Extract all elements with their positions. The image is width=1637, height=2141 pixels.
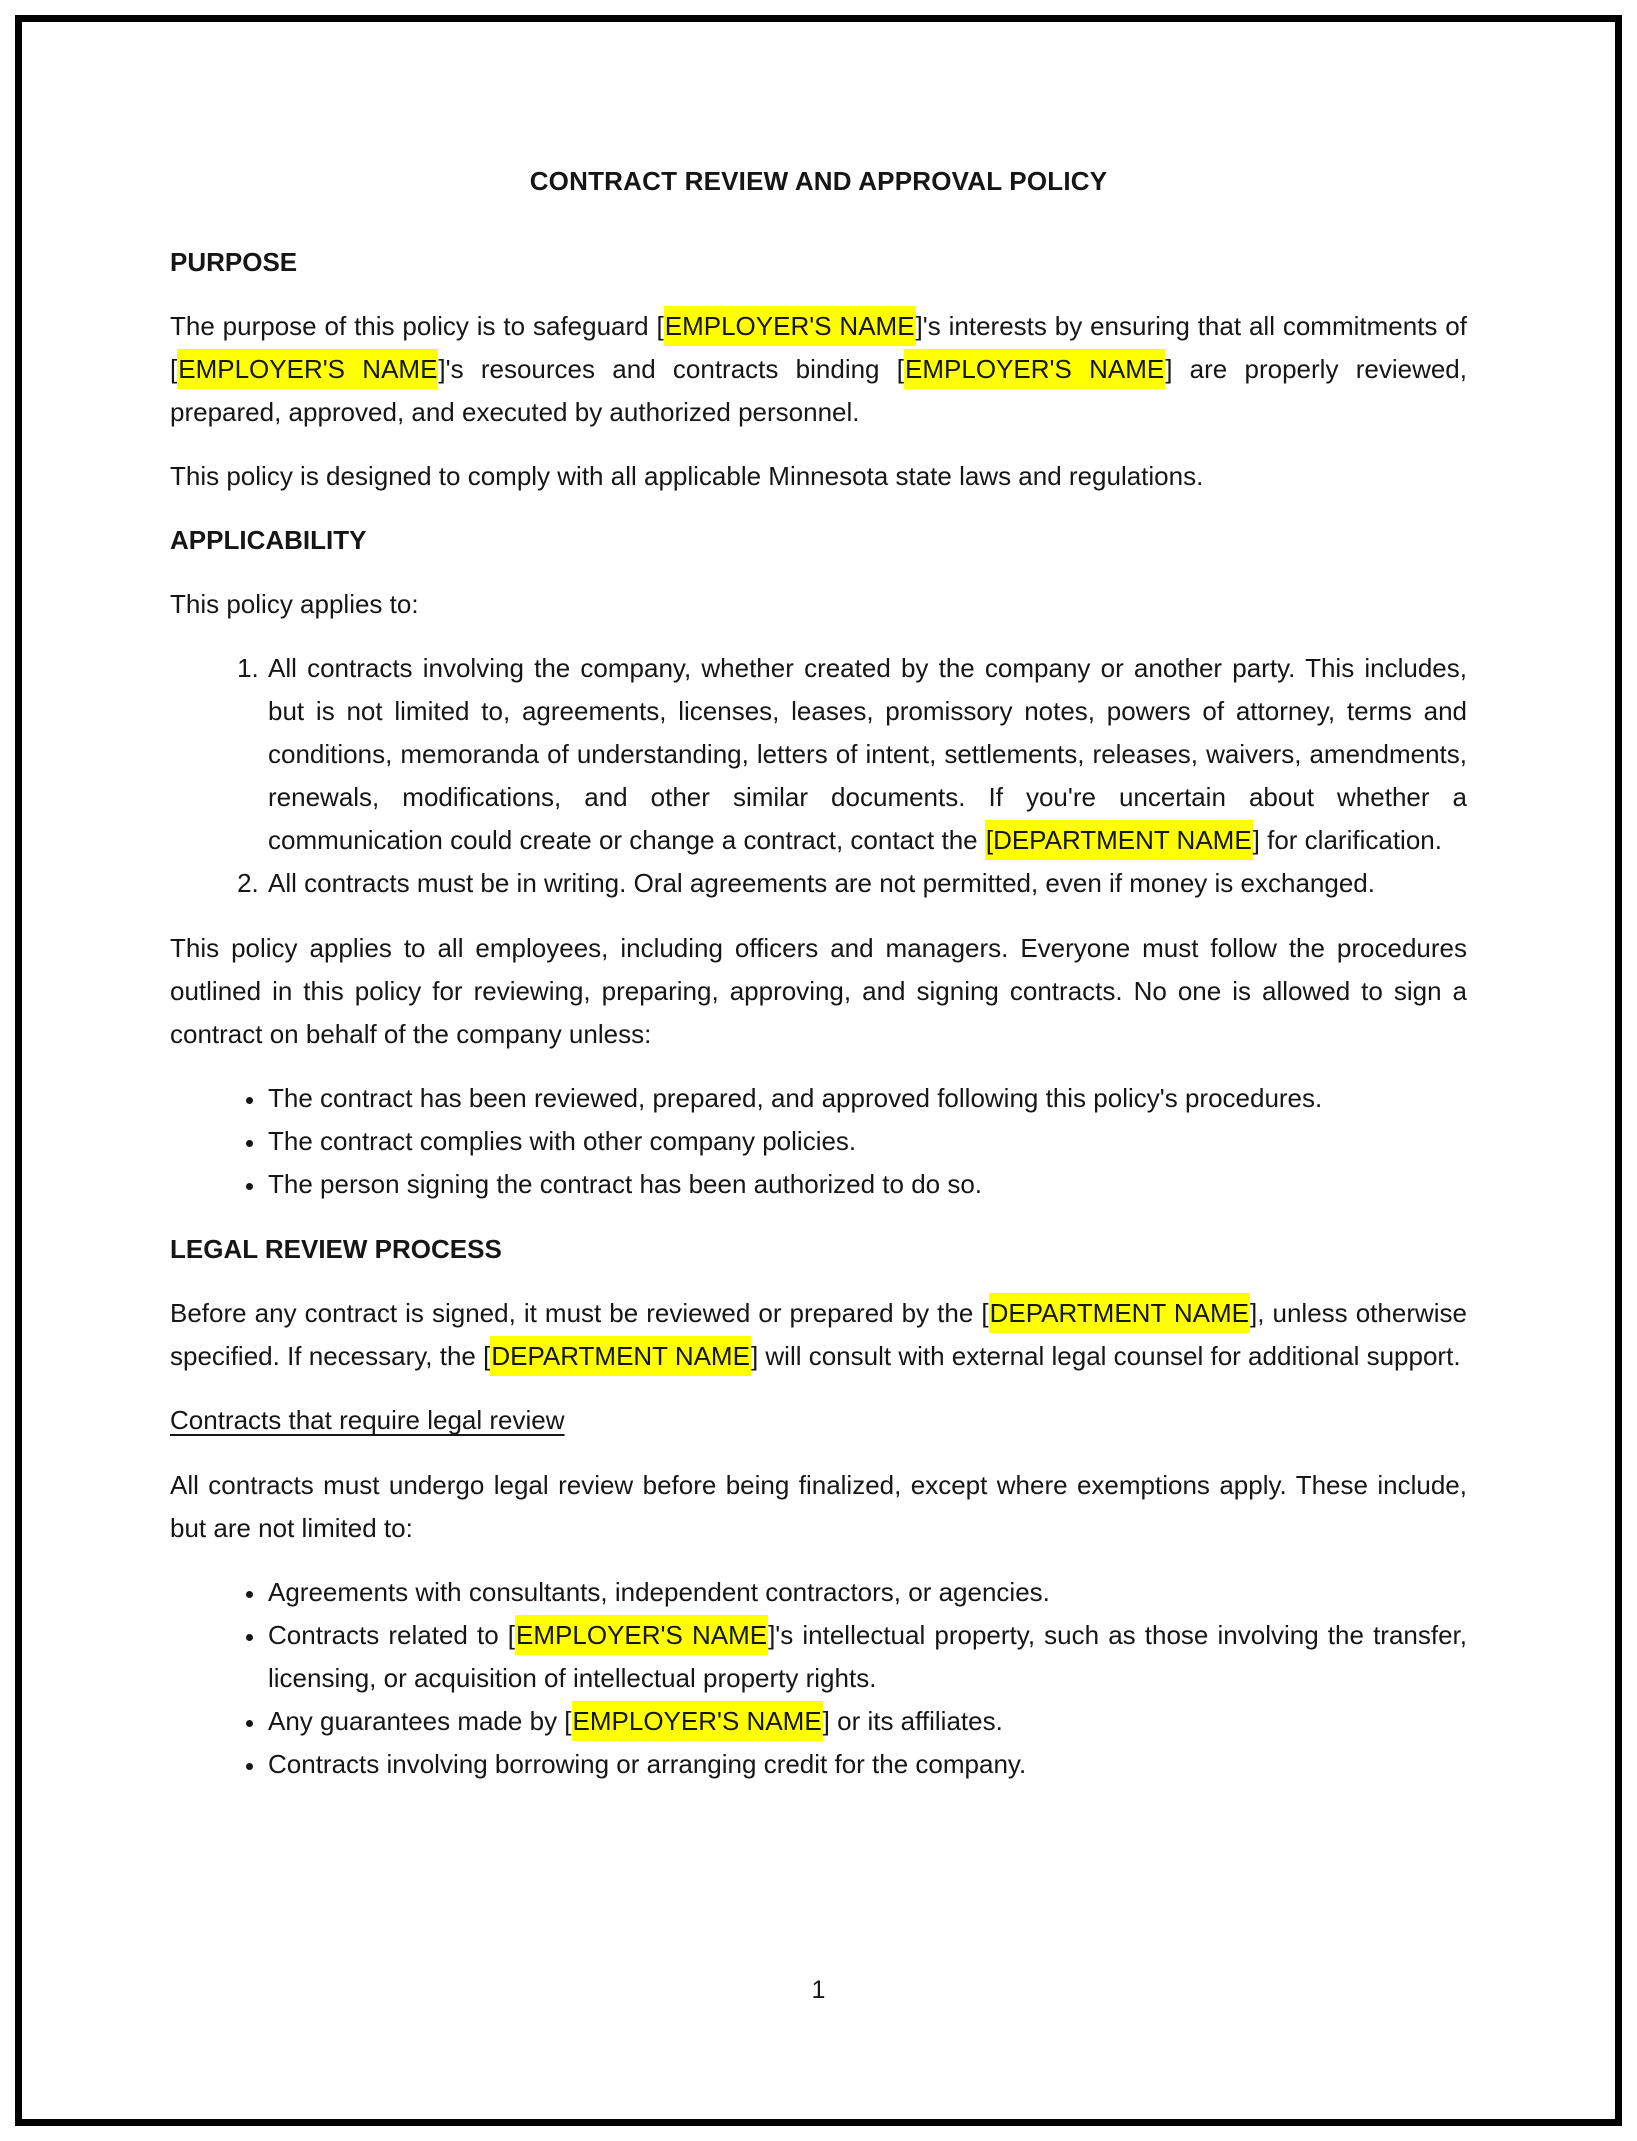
highlighted-placeholder: EMPLOYER'S NAME (664, 306, 916, 346)
purpose-paragraph-2: This policy is designed to comply with all applicable Minnesota state laws and regulations. (170, 461, 1204, 491)
text-segment: ]'s resources and contracts binding [ (438, 354, 905, 384)
applicability-intro: This policy applies to: (170, 589, 419, 619)
legal-review-paragraph-2: All contracts must undergo legal review before being finalized, except where exemptions apply. These include, but are not limited to: (170, 1470, 1467, 1543)
bullet-item (266, 1571, 1467, 1614)
purpose-paragraph-1 (170, 305, 1467, 434)
highlighted-placeholder: DEPARTMENT NAME (989, 1293, 1250, 1333)
highlighted-placeholder: EMPLOYER'S NAME (177, 349, 438, 389)
applicability-heading: APPLICABILITY (170, 525, 367, 555)
document-title: CONTRACT REVIEW AND APPROVAL POLICY (529, 166, 1108, 196)
bullet-item (266, 1700, 1467, 1743)
text-segment: All contracts must be in writing. Oral agreements are not permitted, even if money is exchanged. (268, 868, 1375, 898)
legal-review-heading: LEGAL REVIEW PROCESS (170, 1234, 502, 1264)
applicability-paragraph: This policy applies to all employees, including officers and managers. Everyone must follow the procedures outlined in this policy for reviewing, preparing, approving, and signing contracts. No one is allowed to sign a contract on behalf of the company unless: (170, 933, 1467, 1049)
text-segment: ]'s interests by ensuring that all commitments of [ (170, 311, 1467, 384)
text-segment: ] will consult with external legal counsel for additional support. (750, 1341, 1461, 1371)
text-segment: ] for clarification. (1252, 825, 1442, 855)
text-segment: ] are properly reviewed, prepared, approved, and executed by authorized personnel. (170, 354, 1467, 427)
text-segment: Contracts involving borrowing or arranging credit for the company. (268, 1749, 1027, 1779)
legal-review-paragraph-1 (170, 1292, 1467, 1378)
text-segment: Agreements with consultants, independent contractors, or agencies. (268, 1577, 1050, 1607)
text-segment: ] or its affiliates. (822, 1706, 1003, 1736)
bullet-item: • The person signing the contract has been authorized to do so. (266, 1163, 1467, 1206)
numbered-item (266, 647, 1467, 862)
highlighted-placeholder: EMPLOYER'S NAME (515, 1615, 768, 1655)
highlighted-placeholder: [DEPARTMENT NAME (985, 820, 1253, 860)
highlighted-placeholder: EMPLOYER'S NAME (904, 349, 1165, 389)
text-segment: ], unless otherwise specified. If necessary, the [ (170, 1298, 1467, 1371)
bullet-item (266, 1614, 1467, 1700)
numbered-item (266, 862, 1467, 905)
bullet-item (266, 1743, 1467, 1786)
text-segment: ]'s intellectual property, such as those involving the transfer, licensing, or acquisition of intellectual property rights. (268, 1620, 1467, 1693)
legal-review-subheading: Contracts that require legal review (170, 1405, 565, 1435)
text-segment: Any guarantees made by [ (268, 1706, 572, 1736)
signing-conditions-list (170, 1077, 1467, 1206)
text-segment: The purpose of this policy is to safeguard [ (170, 311, 664, 341)
highlighted-placeholder: DEPARTMENT NAME (490, 1336, 751, 1376)
legal-review-exemptions-list (170, 1571, 1467, 1786)
page-number: 1 (811, 1976, 826, 2004)
text-segment: All contracts involving the company, whether created by the company or another party. This includes, but is not limited to, agreements, licenses, leases, promissory notes, powers of attorney, terms and conditions, memoranda of understanding, letters of intent, settlements, releases, waivers, amendments, renewals, modifications, and other similar documents. If you're uncertain about whether a communication could create or change a contract, contact the (268, 653, 1467, 855)
bullet-item: • The contract has been reviewed, prepared, and approved following this policy's procedures. (266, 1077, 1467, 1120)
highlighted-placeholder: EMPLOYER'S NAME (572, 1701, 823, 1741)
applicability-numbered-list (170, 647, 1467, 905)
bullet-item: • The contract complies with other company policies. (266, 1120, 1467, 1163)
purpose-heading: PURPOSE (170, 247, 298, 277)
document-content (170, 160, 1467, 1808)
text-segment: Before any contract is signed, it must be reviewed or prepared by the [ (170, 1298, 989, 1328)
text-segment: Contracts related to [ (268, 1620, 516, 1650)
